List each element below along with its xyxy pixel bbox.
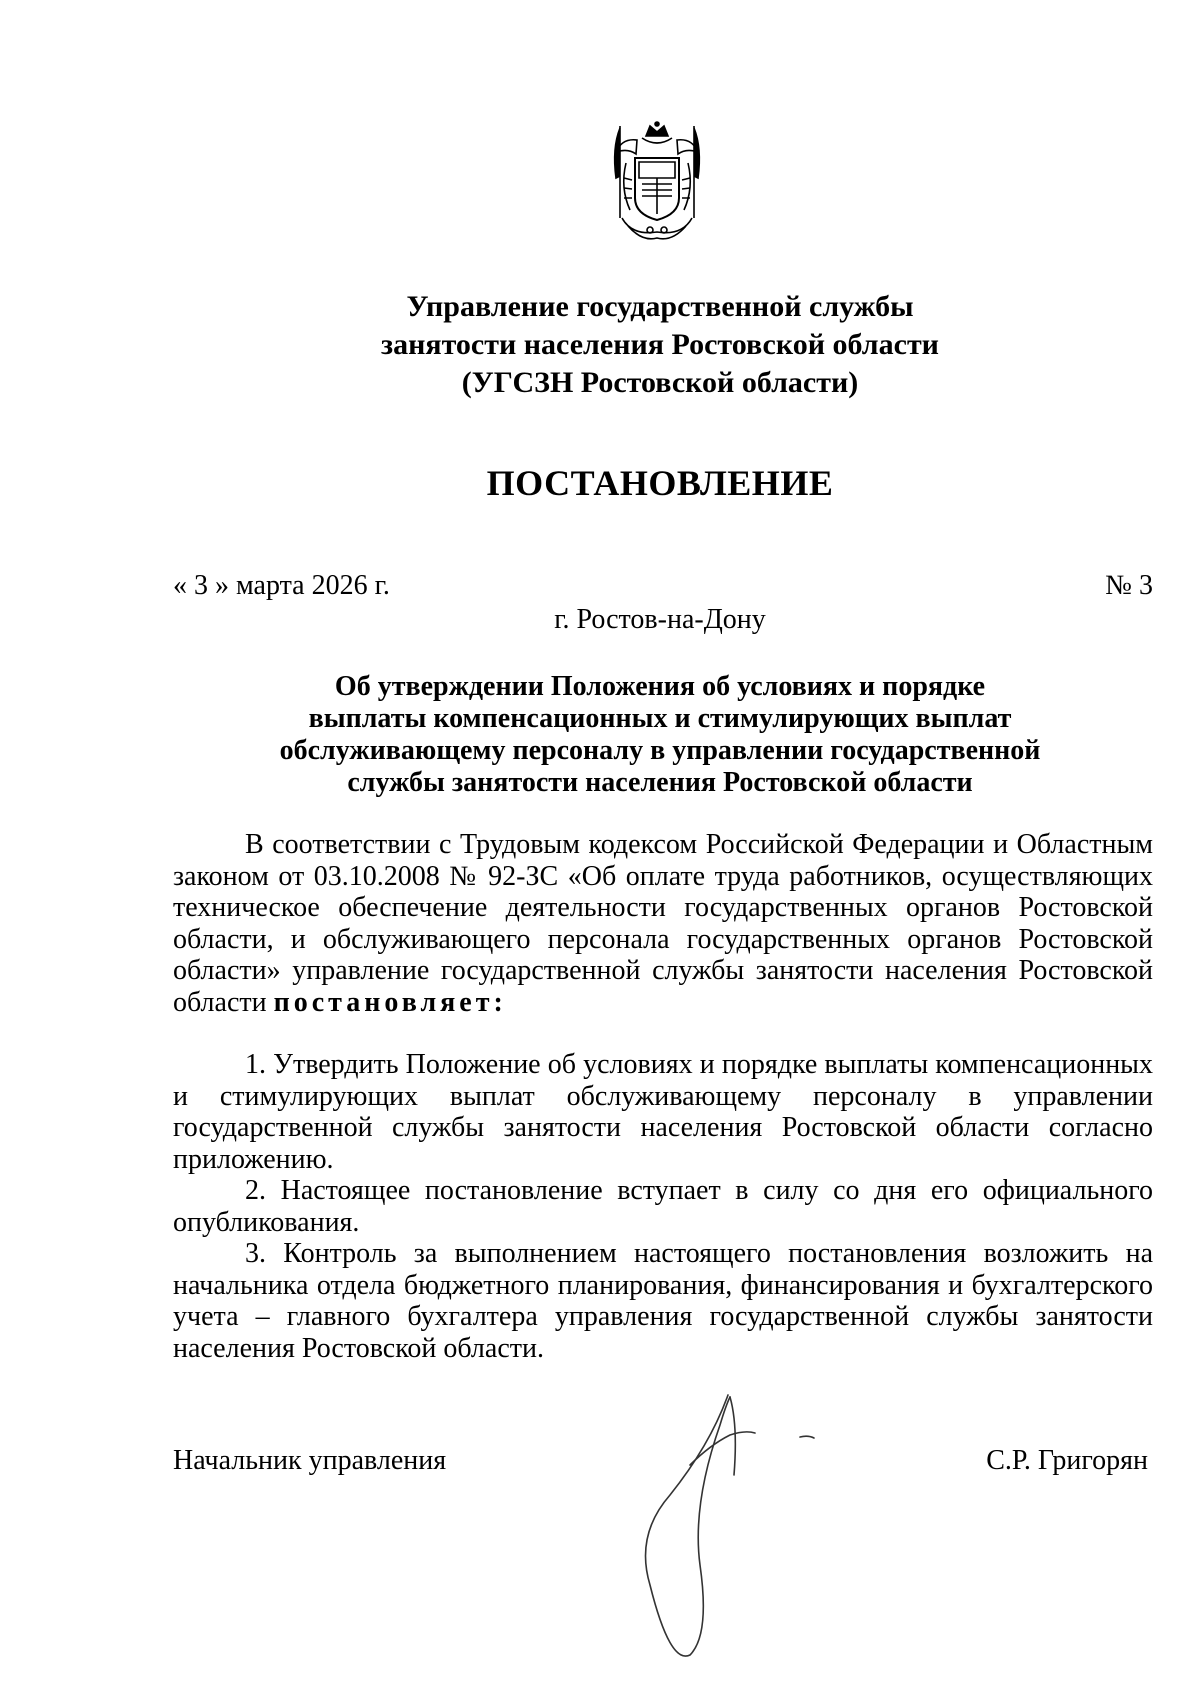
document-subject (0, 671, 1200, 799)
subject-line-3: обслуживающему персоналу в управлении государственной (279, 735, 1041, 766)
document-date: « 3 » марта 2026 г. (173, 570, 390, 601)
document-body (173, 829, 1153, 1364)
signatory-name: С.Р. Григорян (986, 1445, 1148, 1476)
coat-of-arms-icon (602, 118, 712, 246)
resolves-word: постановляет: (273, 986, 507, 1018)
organization-name (0, 288, 1200, 402)
item-2: 2. Настоящее постановление вступает в силу со дня его официального опубликования. (173, 1175, 1153, 1238)
subject-line-1: Об утверждении Положения об условиях и порядке (334, 671, 986, 702)
preamble-text: В соответствии с Трудовым кодексом Российской Федерации и Областным законом от 03.10.2008 № 92-ЗС «Об оплате труда работников, осуществляющих техническое обеспечение деятельности государственных органов Ростовской области, и обслуживающего персонала государственных органов Ростовской области» управление государственной службы занятости населения Ростовской области (173, 829, 1153, 1018)
org-line-1: Управление государственной службы (406, 290, 914, 323)
org-line-2: занятости населения Ростовской области (381, 328, 939, 361)
item-1: 1. Утвердить Положение об условиях и порядке выплаты компенсационных и стимулирующих выплат обслуживающему персоналу в управлении государственной службы занятости населения Ростовской области согласно приложению. (173, 1049, 1153, 1175)
preamble-paragraph (173, 829, 1153, 1018)
signatory-position: Начальник управления (173, 1445, 447, 1476)
handwritten-signature-icon (630, 1385, 830, 1685)
subject-line-4: службы занятости населения Ростовской области (347, 767, 973, 798)
org-line-3: (УГСЗН Ростовской области) (461, 366, 859, 399)
document-number: № 3 (1105, 570, 1153, 601)
document-type-title: ПОСТАНОВЛЕНИЕ (486, 463, 834, 503)
subject-line-2: выплаты компенсационных и стимулирующих выплат (308, 703, 1012, 734)
item-3: 3. Контроль за выполнением настоящего постановления возложить на начальника отдела бюджетного планирования, финансирования и бухгалтерского учета – главного бухгалтера управления государственной службы занятости населения Ростовской области. (173, 1238, 1153, 1364)
document-city: г. Ростов-на-Дону (554, 604, 766, 635)
